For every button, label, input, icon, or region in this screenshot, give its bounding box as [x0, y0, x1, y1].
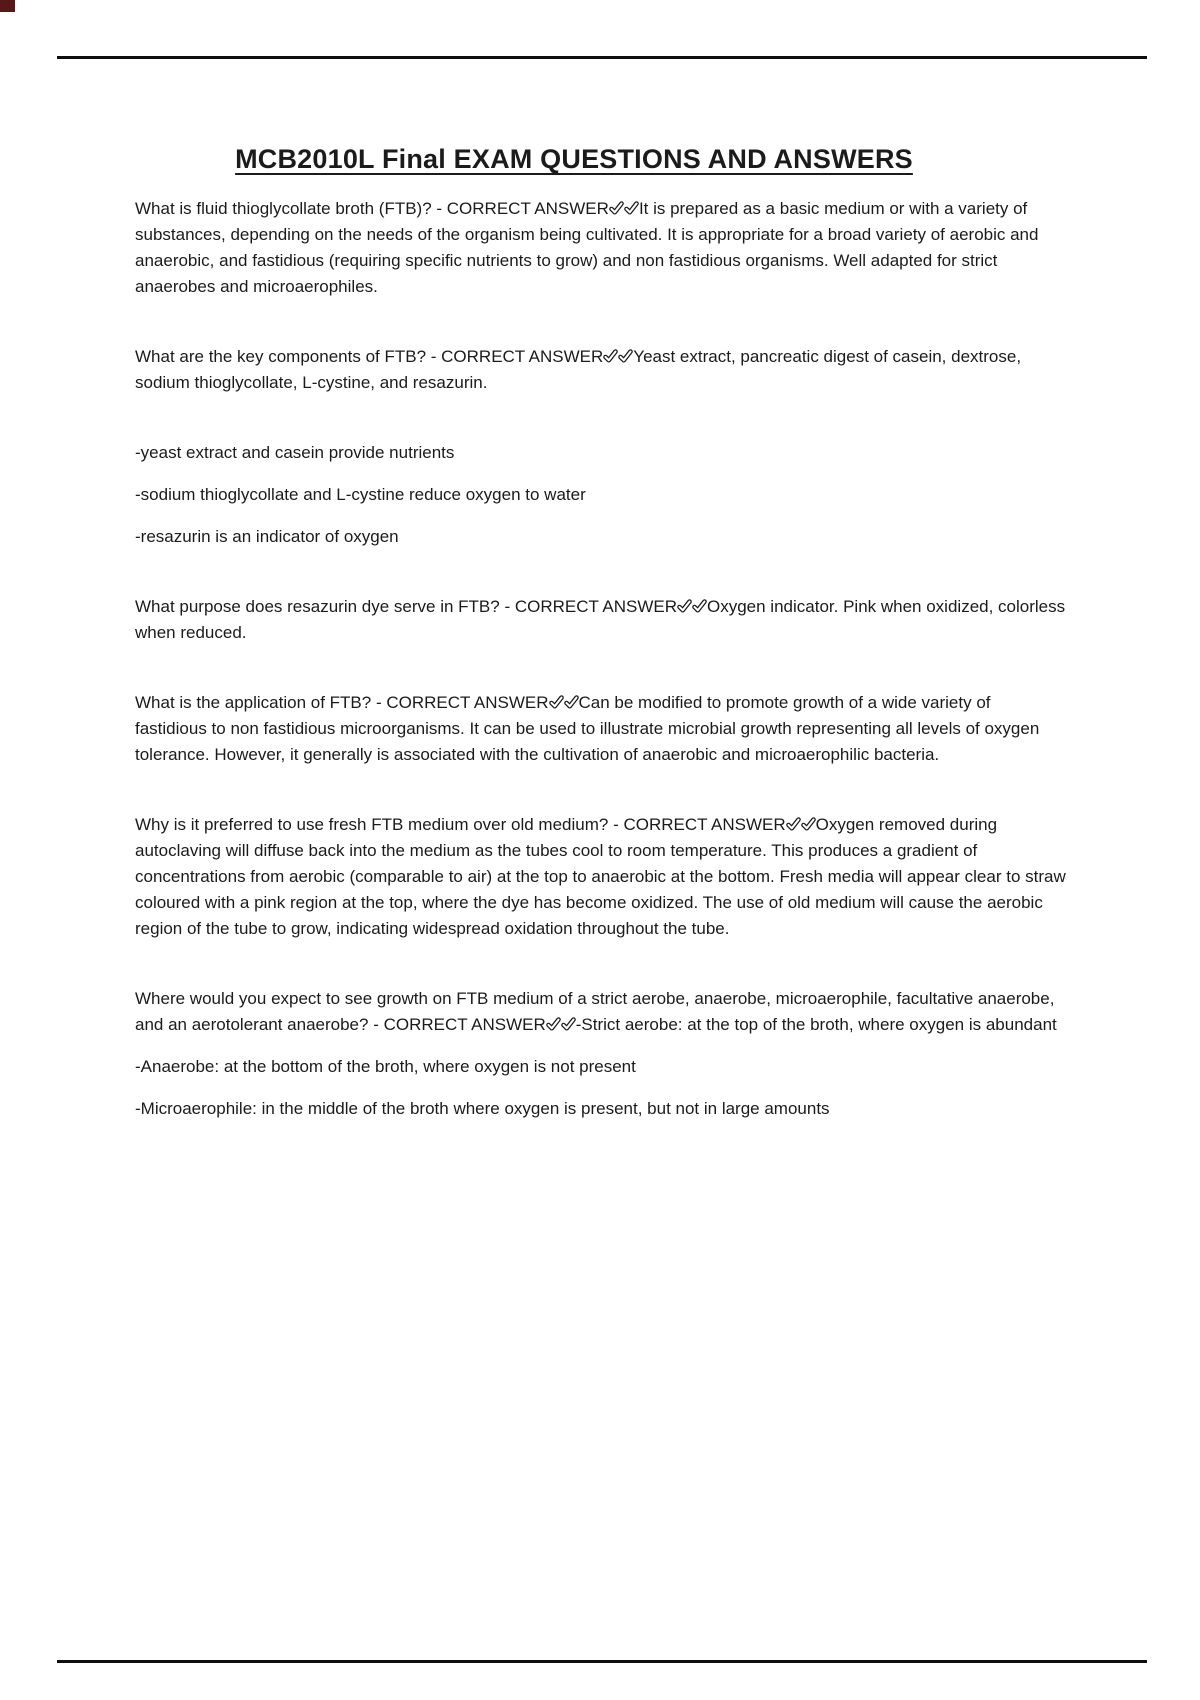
page-title-text: MCB2010L Final EXAM QUESTIONS AND ANSWERS: [235, 144, 913, 174]
page-title: [0, 144, 1148, 175]
answer-marker: - CORRECT ANSWER: [499, 597, 677, 616]
answer-text: Yeast extract, pancreatic digest of casein, dextrose, sodium thioglycollate, L-cystine, and resazurin.: [135, 347, 1022, 392]
answer-marker: - CORRECT ANSWER: [371, 693, 549, 712]
question-text: What are the key components of FTB?: [135, 347, 427, 366]
question-text: Why is it preferred to use fresh FTB medium over old medium?: [135, 815, 609, 834]
note-paragraph: [135, 440, 1067, 466]
check-icon: [691, 598, 708, 614]
answer-text: -Strict aerobe: at the top of the broth, where oxygen is abundant: [575, 1015, 1057, 1034]
check-icon: [623, 200, 640, 216]
answer-text: Oxygen indicator. Pink when oxidized, colorless when reduced.: [135, 597, 1066, 642]
question-text: What is fluid thioglycollate broth (FTB)?: [135, 199, 432, 218]
answer-marker: - CORRECT ANSWER: [426, 347, 604, 366]
question-text: What purpose does resazurin dye serve in FTB?: [135, 597, 500, 616]
top-rule: [57, 56, 1147, 59]
bottom-rule: [57, 1660, 1147, 1663]
answer-text: Oxygen removed during autoclaving will diffuse back into the medium as the tubes cool to room temperature. This produces a gradient of concentrations from aerobic (comparable to air) at the top to anaerobic at the bottom. Fresh media will appear clear to straw coloured with a pink region at the top, where the dye has become oxidized. The use of old medium will cause the aerobic region of the tube to grow, indicating widespread oxidation throughout the tube.: [135, 815, 1066, 938]
note-paragraph: [135, 1096, 1067, 1122]
note-paragraph: [135, 482, 1067, 508]
note-text: -yeast extract and casein provide nutrients: [135, 443, 455, 462]
note-text: -sodium thioglycollate and L-cystine reduce oxygen to water: [135, 485, 586, 504]
answer-marker: - CORRECT ANSWER: [431, 199, 609, 218]
note-text: -Anaerobe: at the bottom of the broth, where oxygen is not present: [135, 1057, 636, 1076]
question-text: What is the application of FTB?: [135, 693, 372, 712]
note-text: -Microaerophile: in the middle of the broth where oxygen is present, but not in large amounts: [135, 1099, 830, 1118]
check-icon: [617, 348, 634, 364]
document-body: [135, 196, 1067, 1138]
qa-paragraph: [135, 196, 1067, 300]
check-icon: [563, 694, 580, 710]
corner-mark: [0, 0, 15, 12]
qa-paragraph: [135, 344, 1067, 396]
qa-paragraph: [135, 594, 1067, 646]
answer-marker: - CORRECT ANSWER: [368, 1015, 546, 1034]
answer-text: Can be modified to promote growth of a wide variety of fastidious to non fastidious microorganisms. It can be used to illustrate microbial growth representing all levels of oxygen tolerance. However, it generally is associated with the cultivation of anaerobic and microaerophilic bacteria.: [135, 693, 1040, 764]
note-paragraph: [135, 524, 1067, 550]
answer-marker: - CORRECT ANSWER: [608, 815, 786, 834]
qa-paragraph: [135, 690, 1067, 768]
note-text: -resazurin is an indicator of oxygen: [135, 527, 399, 546]
answer-text: It is prepared as a basic medium or with a variety of substances, depending on the needs of the organism being cultivated. It is appropriate for a broad variety of aerobic and anaerobic, and fastidious (requiring specific nutrients to grow) and non fastidious organisms. Well adapted for strict anaerobes and microaerophiles.: [135, 199, 1039, 296]
note-paragraph: [135, 1054, 1067, 1080]
qa-paragraph: [135, 986, 1067, 1038]
question-text: Where would you expect to see growth on FTB medium of a strict aerobe, anaerobe, microaerophile, facultative anaerobe, and an aerotolerant anaerobe?: [135, 989, 1055, 1034]
qa-paragraph: [135, 812, 1067, 942]
check-icon: [800, 816, 817, 832]
check-icon: [560, 1016, 577, 1032]
